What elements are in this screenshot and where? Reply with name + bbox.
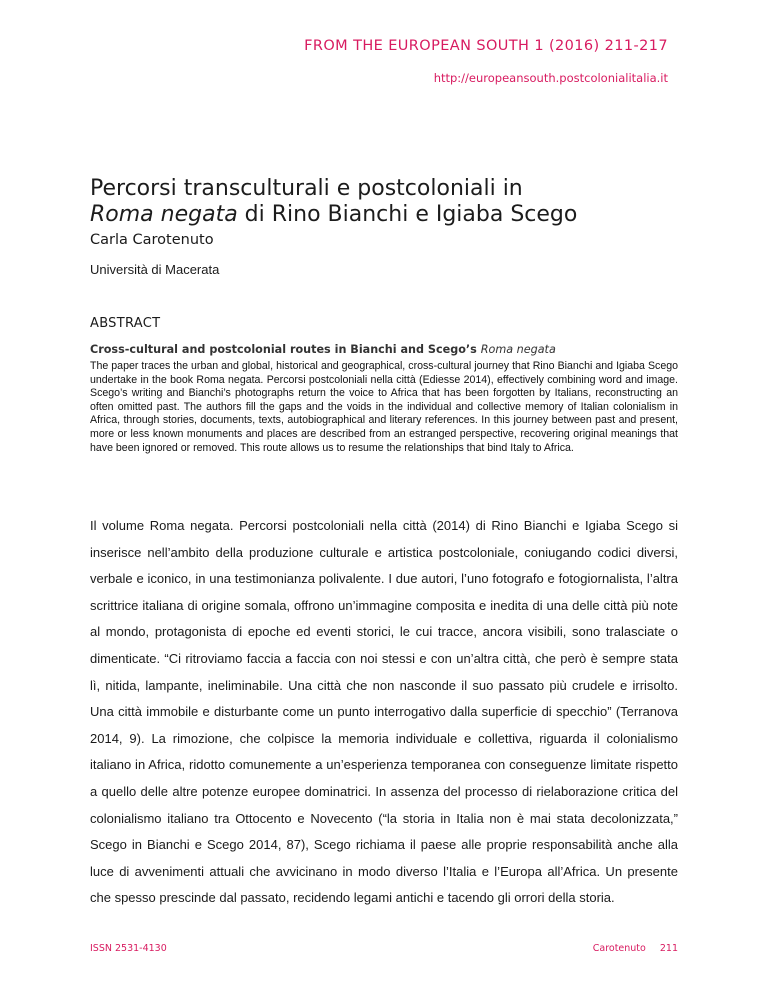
title-italic-book: Roma negata — [90, 202, 238, 227]
author-name: Carla Carotenuto — [90, 232, 214, 248]
footer-author: Carotenuto — [592, 943, 646, 954]
abstract-heading: ABSTRACT — [90, 316, 161, 331]
footer-issn: ISSN 2531-4130 — [90, 943, 167, 954]
journal-url[interactable]: http://europeansouth.postcolonialitalia.it — [433, 71, 668, 85]
author-affiliation: Università di Macerata — [90, 262, 220, 277]
title-line-2 — [90, 202, 690, 228]
title-line-1: Percorsi transculturali e postcoloniali in — [90, 176, 523, 201]
page-number: 211 — [659, 943, 678, 954]
title-line-2-rest: di Rino Bianchi e Igiaba Scego — [237, 202, 578, 227]
abstract-subtitle — [90, 343, 556, 356]
abstract-subtitle-italic: Roma negata — [480, 343, 556, 356]
article-title — [90, 176, 690, 228]
journal-citation: FROM THE EUROPEAN SOUTH 1 (2016) 211-217 — [304, 38, 668, 54]
abstract-text: The paper traces the urban and global, historical and geographical, cross-cultural journey that Rino Bianchi and Igiaba Scego undertake in the book Roma negata. Percorsi postcoloniali nella città (Ediesse 2014), effectively combining word and image. Scego’s writing and Bianchi’s photographs return the voice to Africa that has been forgotten by Italians, reconstructing an often omitted past. The authors fill the gaps and the voids in the individual and collective memory of Italian colonialism in Africa, through stories, documents, texts, autobiographical and literary references. In this journey between past and present, more or less known monuments and places are described from an estranged perspective, recovering original meanings that have been ignored or removed. This route allows us to resume the relationships that bind Italy to Africa. — [90, 360, 678, 454]
footer-right — [579, 943, 678, 954]
body-paragraph: Il volume Roma negata. Percorsi postcoloniali nella città (2014) di Rino Bianchi e Igiaba Scego si inserisce nell’ambito della produzione culturale e artistica postcoloniale, coniugando codici diversi, verbale e iconico, in una testimonianza polivalente. I due autori, l’uno fotografo e fotogiornalista, l’altra scrittrice italiana di origine somala, offrono un’immagine composita e inedita di una delle città più note al mondo, protagonista di epoche ed eventi storici, le cui tracce, ancora visibili, sono tralasciate o dimenticate. “Ci ritroviamo faccia a faccia con noi stessi e con un’altra città, che però è sempre stata lì, nitida, lampante, ineliminabile. Una città che non nasconde il suo passato più crudele e irrisolto. Una città immobile e disturbante come un punto interrogativo dalla superficie di specchio” (Terranova 2014, 9). La rimozione, che colpisce la memoria individuale e collettiva, riguarda il colonialismo italiano in Africa, ridotto comunemente a un’esperienza temporanea con conseguenze limitate rispetto a quello delle altre potenze europee dominatrici. In assenza del processo di rielaborazione critica del colonialismo italiano tra Ottocento e Novecento (“la storia in Italia non è mai stata decolonizzata,” Scego in Bianchi e Scego 2014, 87), Scego richiama il paese alle proprie responsabilità anche alla luce di avvenimenti attuali che avvicinano in modo diverso l’Italia e l’Europa all’Africa. Un presente che spesso prescinde dal passato, recidendo legami antichi e tacendo gli orrori della storia. — [90, 518, 678, 906]
abstract-subtitle-text: Cross-cultural and postcolonial routes in Bianchi and Scego’s — [90, 343, 481, 356]
